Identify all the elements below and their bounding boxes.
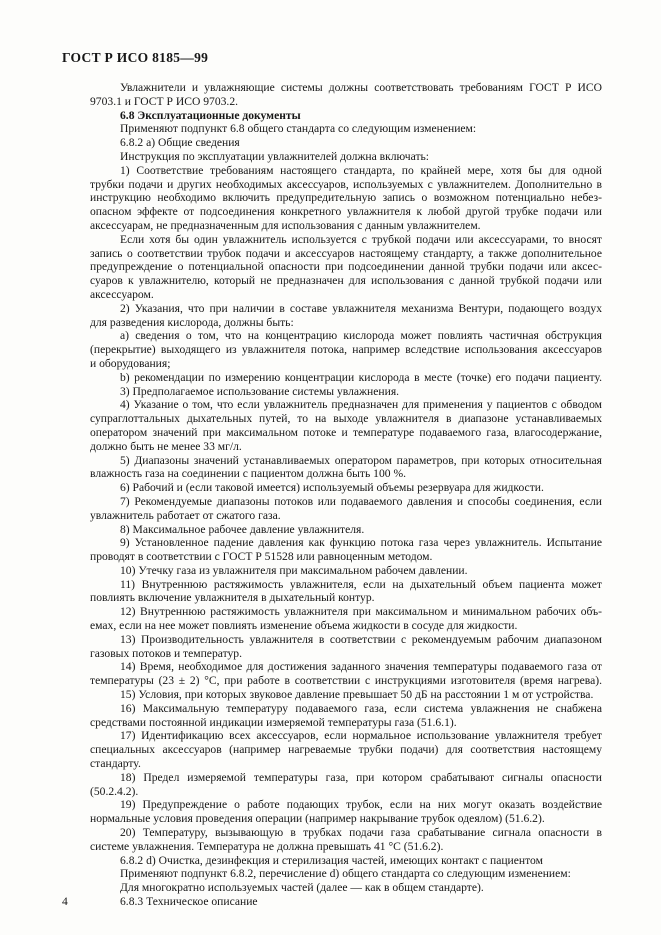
text-line: 5) Диапазоны значений устанавливаемых оператором параметров, при которых относительная — [120, 453, 602, 467]
text-line: 16) Максимальную температуру подаваемого газа, если система увлажнения не снабжена — [120, 701, 602, 715]
text-line: Применяют подпункт 6.8 общего стандарта со следующим изменением: — [120, 122, 477, 136]
text-line: 1) Соответствие требованиям настоящего стандарта, по крайней мере, хотя бы для одной — [120, 163, 602, 177]
text-line: 6.8.2 а) Общие сведения — [120, 136, 240, 150]
text-line: емах, если на нее может повлиять изменение объема жидкости в сосуде для жидкости. — [90, 619, 518, 633]
text-line: супраглоттальных дыхательных путей, то на выходе увлажнителя в диапазоне устанавливаемых — [90, 412, 602, 426]
text-line: Если хотя бы один увлажнитель используется с трубкой подачи или аксессуарами, то вносят — [120, 232, 602, 246]
text-line: Инструкция по эксплуатации увлажнителей должна включать: — [120, 149, 430, 163]
text-line: увлажнитель работает от сжатого газа. — [90, 508, 281, 522]
text-line: и оборудования; — [90, 356, 171, 370]
text-line: 8) Максимальное рабочее давление увлажнителя. — [120, 522, 365, 536]
text-line: повлиять включение увлажнителя в дыхательный контур. — [90, 591, 375, 605]
text-line: суаров к увлажнителю, который не предназначен для использования с данной трубкой подачи или — [90, 274, 602, 288]
text-line: температуры (23 ± 2) °С, при работе в соответствии с инструкциями изготовителя (время нагрева). — [90, 674, 602, 688]
document-body — [90, 81, 602, 909]
text-line: системе увлажнения. Температура не должна превышать 41 °С (51.6.2). — [90, 839, 444, 853]
text-line: средствами постоянной индикации измеряемой температуры газа (51.6.1). — [90, 715, 457, 729]
text-line: специальных аксессуаров (например нагреваемые трубки подачи) для соответствия настоящему — [90, 743, 602, 757]
text-line: 12) Внутреннюю растяжимость увлажнителя при максимальном и минимальном рабочих объ- — [120, 605, 602, 619]
text-line: 19) Предупреждение о работе подающих трубок, если на них могут оказать воздействие — [120, 798, 602, 812]
text-line: (50.2.4.2). — [90, 784, 139, 798]
text-line: 3) Предполагаемое использование системы увлажнения. — [120, 384, 400, 398]
text-line: 7) Рекомендуемые диапазоны потоков или подаваемого давления и способы соединения, если — [120, 494, 602, 508]
text-line: Увлажнители и увлажняющие системы должны соответствовать требованиям ГОСТ Р ИСО — [120, 81, 602, 94]
text-line: 6.8.3 Техническое описание — [120, 895, 258, 909]
text-line: 14) Время, необходимое для достижения заданного значения температуры подаваемого газа от — [120, 660, 602, 674]
text-line: а) сведения о том, что на концентрацию кислорода может повлиять частичная обструкция — [120, 329, 602, 343]
text-line: запись о соответствии трубок подачи и аксессуаров настоящему стандарту, а также дополнительное — [90, 246, 602, 260]
text-line: нормальные условия проведения операции (например накрывание трубок одеялом) (51.6.2). — [90, 812, 545, 826]
text-line: 6.8.2 d) Очистка, дезинфекция и стерилизация частей, имеющих контакт с пациентом — [120, 853, 543, 867]
text-line: 15) Условия, при которых звуковое давление превышает 50 дБ на расстоянии 1 м от устройства. — [120, 688, 594, 702]
text-line: 18) Предел измеряемой температуры газа, при котором срабатывают сигналы опасности — [120, 770, 602, 784]
text-line: 10) Утечку газа из увлажнителя при максимальном рабочем давлении. — [120, 563, 468, 577]
text-line: стандарту. — [90, 757, 141, 771]
text-line: опасном эффекте от подсоединения конкретного увлажнителя к любой другой трубке подачи или — [90, 205, 602, 219]
text-line: (перекрытие) выходящего из увлажнителя потока, например вследствие использования аксессуаров — [90, 343, 602, 357]
text-line: влажность газа на соединении с пациентом должна быть 100 %. — [90, 467, 407, 481]
text-line: трубки подачи и других необходимых аксессуаров, используемых с увлажнителем. Дополнительно в — [90, 177, 602, 191]
text-line: 17) Идентификацию всех аксессуаров, если нормальное использование увлажнителя требует — [120, 729, 602, 743]
text-line: для разведения кислорода, должны быть: — [90, 315, 294, 329]
text-line: b) рекомендации по измерению концентрации кислорода в месте (точке) его подачи пациенту. — [120, 370, 602, 384]
text-line: газовых потоков и температур. — [90, 646, 242, 660]
text-line: должно быть не менее 33 мг/л. — [90, 439, 242, 453]
standard-header: ГОСТ Р ИСО 8185—99 — [62, 50, 209, 65]
text-line: 11) Внутреннюю растяжимость увлажнителя, если на дыхательный объем пациента может — [120, 577, 602, 591]
text-line: 13) Производительность увлажнителя в соответствии с рекомендуемым рабочим диапазоном — [120, 632, 602, 646]
text-line: Применяют подпункт 6.8.2, перечисление d) общего стандарта со следующим изменением: — [120, 867, 571, 881]
text-line: проводят в соответствии с ГОСТ Р 51528 или равноценным методом. — [90, 550, 433, 564]
text-line: Для многократно используемых частей (далее — как в общем стандарте). — [120, 881, 484, 895]
text-line: 6.8 Эксплуатационные документы — [120, 108, 301, 122]
text-line: 2) Указания, что при наличии в составе увлажнителя механизма Вентури, подающего воздух — [120, 301, 602, 315]
text-line: 20) Температуру, вызывающую в трубках подачи газа срабатывание сигнала опасности в — [120, 826, 602, 840]
text-line: 6) Рабочий и (если таковой имеется) используемый объемы резервуара для жидкости. — [120, 481, 544, 495]
page-number: 4 — [62, 895, 68, 908]
text-line: оператором значений при максимальном потоке и температуре подаваемого газа, влагосодержание, — [90, 425, 602, 439]
text-line: аксессуарам, не предназначенным для использования с данным увлажнителем. — [90, 218, 481, 232]
text-line: предупреждение о потенциальной опасности при подсоединении данной трубки подачи или аксес- — [90, 260, 602, 274]
text-line: аксессуаром. — [90, 287, 154, 301]
text-line: 4) Указание о том, что если увлажнитель предназначен для применения у пациентов с обводом — [120, 398, 602, 412]
text-line: 9) Установленное падение давления как функцию потока газа через увлажнитель. Испытание — [120, 536, 602, 550]
text-line: инструкцию необходимо включить предупредительную запись о возможном потенциально небез- — [90, 191, 602, 205]
text-line: 9703.1 и ГОСТ Р ИСО 9703.2. — [90, 94, 239, 108]
